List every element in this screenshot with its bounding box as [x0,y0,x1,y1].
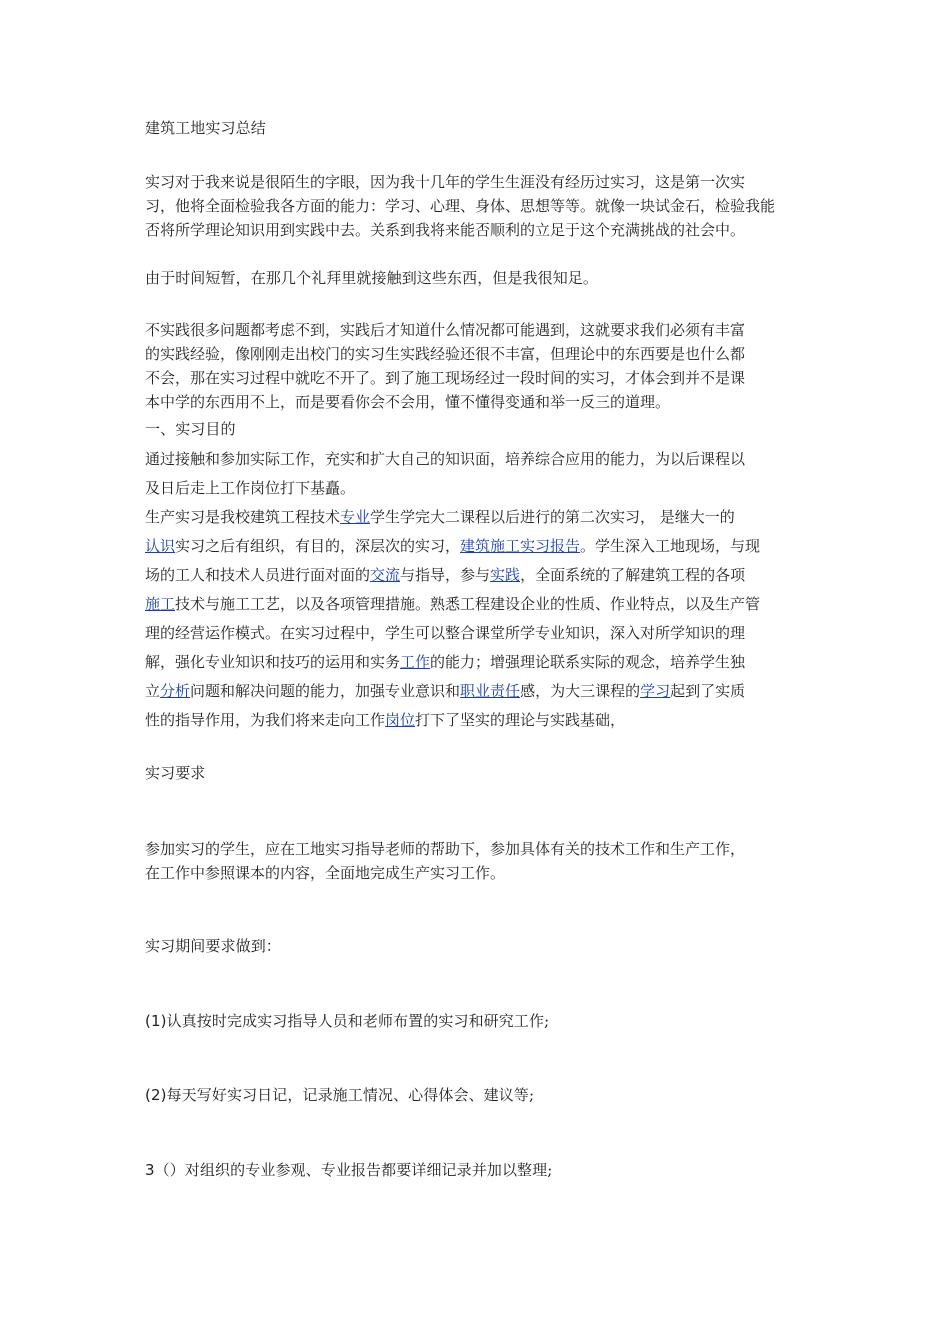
text-segment: 与指导，参与 [400,566,491,584]
text-segment: 学生学完大二课程以后进行的第二次实习， 是继大一的 [370,508,735,526]
link-communication[interactable]: 交流 [370,566,401,584]
list-number: 3 [145,1161,155,1179]
text-line: 的实践经验，像刚刚走出校门的实习生实践经验还很不丰富，但理论中的东西要是也什么都 [145,345,746,363]
doc-title: 建筑工地实习总结 [145,119,266,137]
text-line [145,677,813,706]
text-line [145,532,813,561]
paragraph-requirements [145,837,813,885]
paragraph-during-internship: 实习期间要求做到： [145,937,281,955]
section-heading-purpose: 一、实习目的 [145,420,236,438]
text-segment: 立 [145,682,161,700]
link-construction-report[interactable]: 建筑施工实习报告 [460,537,581,555]
list-item-3 [145,1160,813,1180]
text-line: 实习对于我来说是很陌生的字眼，因为我十几年的学生生涯没有经历过实习，这是第一次实 [145,173,746,191]
link-practice[interactable]: 实践 [490,566,521,584]
text-line: 参加实习的学生，应在工地实习指导老师的帮助下，参加具体有关的技术工作和生产工作， [145,840,746,858]
text-segment: 生产实习是我校建筑工程技术 [145,508,341,526]
list-number: (2) [145,1086,167,1104]
text-segment: 起到了实质 [670,682,746,700]
text-segment: 问题和解决问题的能力，加强专业意识和 [190,682,461,700]
link-position[interactable]: 岗位 [385,711,416,729]
text-segment: 场的工人和技术人员进行面对面的 [145,566,371,584]
link-analysis[interactable]: 分析 [160,682,191,700]
text-line: 否将所学理论知识用到实践中去。关系到我将来能否顺利的立足于这个充满挑战的社会中。 [145,221,746,239]
paragraph-practice [145,318,813,414]
text-line: 理的经营运作模式。在实习过程中，学生可以整合课堂所学专业知识，深入对所学知识的理 [145,624,746,642]
text-line: 不会，那在实习过程中就吃不开了。到了施工现场经过一段时间的实习，才体会到并不是课 [145,369,746,387]
text-line: 及日后走上工作岗位打下基矗。 [145,479,356,497]
link-study[interactable]: 学习 [640,682,671,700]
link-construction[interactable]: 施工 [145,595,176,613]
text-line: 习，他将全面检验我各方面的能力：学习、心理、身体、思想等等。就像一块试金石，检验我能 [145,197,776,215]
link-recognition[interactable]: 认识 [145,537,176,555]
text-segment: 感，为大三课程的 [520,682,641,700]
text-segment: 。学生深入工地现场，与现 [580,537,761,555]
text-segment: 解，强化专业知识和技巧的运用和实务 [145,653,401,671]
text-line [145,648,813,677]
section-heading-requirements: 实习要求 [145,764,206,782]
paragraph-production-internship [145,503,813,735]
text-segment: 技术与施工工艺，以及各项管理措施。熟悉工程建设企业的性质、作业特点，以及生产管 [175,595,761,613]
text-line [145,590,813,619]
list-item-1 [145,1011,813,1031]
text-line [145,561,813,590]
text-line: 通过接触和参加实际工作，充实和扩大自己的知识面，培养综合应用的能力，为以后课程以 [145,450,746,468]
text-line [145,503,813,532]
text-line: 本中学的东西用不上，而是要看你会不会用，懂不懂得变通和举一反三的道理。 [145,393,671,411]
link-major[interactable]: 专业 [340,508,371,526]
text-line: 不实践很多问题都考虑不到，实践后才知道什么情况都可能遇到，这就要求我们必须有丰富 [145,321,746,339]
list-text: 每天写好实习日记，记录施工情况、心得体会、建议等; [166,1086,535,1104]
text-segment: 性的指导作用，为我们将来走向工作 [145,711,386,729]
paragraph-intro [145,170,813,242]
text-segment: 的能力；增强理论联系实际的观念，培养学生独 [430,653,746,671]
link-work[interactable]: 工作 [400,653,431,671]
text-line: 在工作中参照课本的内容，全面地完成生产实习工作。 [145,864,506,882]
link-job-responsibility[interactable]: 职业责任 [460,682,521,700]
list-text: 认真按时完成实习指导人员和老师布置的实习和研究工作; [166,1012,550,1030]
list-text: （）对组织的专业参观、专业报告都要详细记录并加以整理; [154,1161,553,1179]
text-line [145,706,813,735]
text-segment: 实习之后有组织，有目的，深层次的实习， [175,537,461,555]
text-segment: ，全面系统的了解建筑工程的各项 [520,566,746,584]
list-number: (1) [145,1012,167,1030]
text-segment: 打下了坚实的理论与实践基础， [415,711,626,729]
list-item-2 [145,1085,813,1105]
paragraph-time: 由于时间短暂，在那几个礼拜里就接触到这些东西，但是我很知足。 [145,269,599,287]
paragraph-purpose [145,445,813,503]
